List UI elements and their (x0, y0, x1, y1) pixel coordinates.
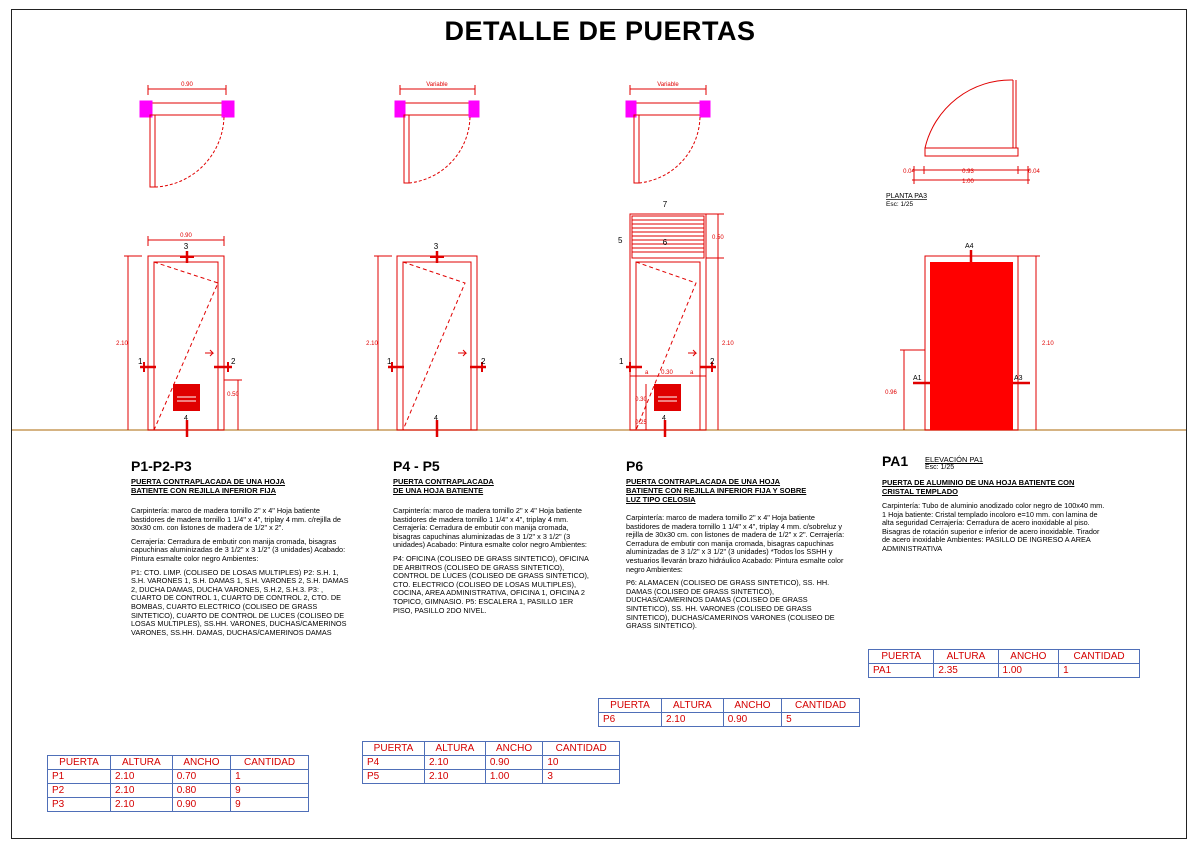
schedule-table-pa1 (868, 649, 1140, 678)
tag-p1-2: 2 (231, 357, 236, 366)
dim-p6-grille-w: 0.30 (661, 370, 673, 376)
col-cantidad: CANTIDAD (782, 699, 860, 713)
tag-p6-4: 4 (662, 415, 666, 422)
col-cantidad: CANTIDAD (1059, 650, 1140, 664)
tag-p6-a2: a (690, 370, 694, 376)
table-header-row (48, 756, 309, 770)
col-puerta: PUERTA (869, 650, 934, 664)
col-altura: ALTURA (425, 742, 486, 756)
col-ancho: ANCHO (998, 650, 1059, 664)
elevation-pa1-scale: Esc: 1/25 (925, 464, 955, 471)
tag-p6-6: 6 (662, 238, 668, 247)
tag-p6-a1: a (645, 370, 649, 376)
tag-pa1-a3: A3 (1014, 375, 1023, 382)
schedule-table-p1-p3 (47, 755, 309, 812)
elev-p4 (374, 251, 486, 437)
detail-text-pa1: Carpintería: Tubo de aluminio anodizado color negro de 100x40 mm. 1 Hoja batiente: Cristal templado incoloro e=10 mm. con lamina de alta seguridad Cerrajería: Cerradura de acero inoxidable al piso. Bisagras de rotación superior e inferior de acero inoxidable. Tirador de acero inoxidable Ambientes: PASILLO DE INGRESO A AREA ADMINISTRATIVA (882, 501, 1105, 553)
detail-text-p1: Carpintería: marco de madera tornillo 2" x 4" Hoja batiente bastidores de madera tornillo 1 1/4" x 4", triplay 4 mm. c/rejilla de 30x30 cm. con listones de madera de 1/2" x 2". Cerrajería: Cerradura de embutir con manija cromada, bisagras capuchinas aluminizadas de 3 1/2" x 3 1/2" (3 unidades) Acabado: Pintura esmalte color negro Ambientes: P1: CTO. LIMP. (COLISEO DE LOSAS MULTIPLES) P2: S.H. 1, S.H. VARONES 1, S.H. DAMAS 1, S.H. VARONES 2, S.H. DAMAS 2, DUCHA DAMAS, DUCHA VARONES, S.H.2, S.H.3. P3: , CUARTO DE CONTROL 1, CUARTO DE CONTROL 2, CTO. DE BOMBAS, CUARTO ELECTRICO (COLISEO DE GRASS SINTETICO), CUARTO DE CONTROL DE LUCES (COLISEO DE LOSAS MULTIPLES), SS.HH. VARONES, DUCHAS/CAMERINOS VARONES, SS.HH. DAMAS, DUCHAS/CAMERINOS DAMAS (131, 506, 349, 637)
dim-p6-height: 2.10 (722, 341, 734, 347)
col-altura: ALTURA (934, 650, 998, 664)
tag-pa1-a4: A4 (965, 243, 974, 250)
dim-p6-grille-base: 0.25 (635, 420, 647, 426)
col-puerta: PUERTA (48, 756, 111, 770)
tag-p6-2: 2 (710, 357, 715, 366)
tag-p4-4: 4 (434, 415, 438, 422)
sheet-title: DETALLE DE PUERTAS (444, 16, 756, 46)
table-header-row (599, 699, 860, 713)
col-cantidad: CANTIDAD (231, 756, 309, 770)
louver-p6 (632, 216, 704, 258)
dim-p6-grille-h: 0.30 (635, 397, 647, 403)
dim-p1-height: 2.10 (116, 341, 128, 347)
plan-p4 (395, 85, 479, 183)
dim-pa1-handle: 0.96 (885, 390, 897, 396)
col-altura: ALTURA (110, 756, 172, 770)
dim-p1-elev-width: 0.90 (180, 233, 192, 239)
dim-p6-sobreluz: 0.50 (712, 235, 724, 241)
tag-p4-3: 3 (433, 242, 439, 251)
col-ancho: ANCHO (172, 756, 230, 770)
table-row: P6 2.10 0.90 5 (599, 713, 860, 727)
glass-panel-pa1 (930, 262, 1013, 430)
dim-p1-grille: 0.50 (227, 392, 239, 398)
dim-p6-plan: Variable (657, 82, 679, 88)
dim-pa3-total: 1.00 (962, 179, 974, 185)
schedule-table-p6 (598, 698, 860, 727)
tag-p1-3: 3 (183, 242, 189, 251)
tag-p6-1: 1 (619, 357, 624, 366)
tag-p6-5: 5 (618, 236, 623, 245)
detail-code-p6: P6 (626, 458, 644, 474)
table-header-row (869, 650, 1140, 664)
col-ancho: ANCHO (723, 699, 781, 713)
tag-p4-2: 2 (481, 357, 486, 366)
schedule-table-p4-p5 (362, 741, 620, 784)
dim-pa3-a: 0.04 (903, 169, 915, 175)
table-row: P4 2.10 0.90 10 (363, 756, 620, 770)
col-cantidad: CANTIDAD (543, 742, 620, 756)
detail-code-pa1: PA1 (882, 453, 909, 469)
table-row: P2 2.10 0.80 9 (48, 784, 309, 798)
table-header-row (363, 742, 620, 756)
dim-pa3-b: 0.04 (1028, 169, 1040, 175)
detail-subtitle-pa1: PUERTA DE ALUMINIO DE UNA HOJA BATIENTE CON CRISTAL TEMPLADO (882, 478, 1075, 496)
detail-text-p6: Carpintería: marco de madera tornillo 2" x 4" Hoja batiente bastidores de madera tornillo 1 1/4" x 4", triplay 4 mm. c/sobreluz y rejilla de 30x30 cm. con listones de madera de 1/2" x 2". Cerrajería: Cerradura de embutir con manija cromada, bisagras capuchinas aluminizadas de 3 1/2" x 3 1/2" (3 unidades) *Todos los SSHH y vestuarios llevarán brazo hidráulico Acabado: Pintura esmalte color negro Ambientes: P6: ALAMACEN (COLISEO DE GRASS SINTETICO), SS. HH. DAMAS (COLISEO DE GRASS SINTETICO), DUCHAS/CAMERINOS DAMAS (COLISEO DE GRASS SINTETICO), SS. HH. VARONES (COLISEO DE GRASS SINTETICO), DUCHAS/CAMERINOS VARONES (COLISEO DE GRASS SINTETICO). (626, 513, 845, 631)
plan-p6 (626, 85, 710, 183)
table-row: P5 2.10 1.00 3 (363, 770, 620, 784)
tag-p6-7: 7 (662, 200, 668, 209)
detail-subtitle-p1: PUERTA CONTRAPLACADA DE UNA HOJA BATIENTE CON REJILLA INFERIOR FIJA (131, 477, 286, 495)
detail-code-p4: P4 - P5 (393, 458, 440, 474)
dim-pa3-mid: 0.93 (962, 169, 974, 175)
plan-p1 (140, 85, 234, 187)
col-puerta: PUERTA (599, 699, 662, 713)
dim-p4-plan: Variable (426, 82, 448, 88)
dim-pa1-height: 2.10 (1042, 341, 1054, 347)
col-altura: ALTURA (661, 699, 723, 713)
dim-p4-height: 2.10 (366, 341, 378, 347)
tag-p1-4: 4 (184, 415, 188, 422)
plan-pa3-scale: Esc: 1/25 (886, 201, 914, 208)
detail-subtitle-p6: PUERTA CONTRAPLACADA DE UNA HOJA BATIENTE CON REJILLA INFERIOR FIJA Y SOBRE LUZ TIPO CELOSIA (626, 477, 807, 504)
tag-pa1-a1: A1 (913, 375, 922, 382)
detail-code-p1: P1-P2-P3 (131, 458, 192, 474)
detail-text-p4: Carpintería: marco de madera tornillo 2" x 4" Hoja batiente bastidores de madera tornillo 1 1/4" x 4", triplay 4 mm. Cerrajería: Cerradura de embutir con manija cromada, bisagras capuchinas aluminizadas de 3 1/2" x 3 1/2" (3 unidades) Acabado: Pintura esmalte color negro Ambientes: P4: OFICINA (COLISEO DE GRASS SINTETICO), OFICINA DE ARBITROS (COLISEO DE GRASS SINTETICO), CONTROL DE LUCES (COLISEO DE GRASS SINTETICO), CTO. ELECTRICO (COLISEO DE LOSAS MULTIPLES), COCINA, AREA ADMINISTRATIVA, OFICINA 1, OFICINA 2 TOPICO, GIMNASIO. P5: ESCALERA 1, PASILLO 1ER PISO, PASILLO 2DO NIVEL. (393, 506, 589, 615)
col-ancho: ANCHO (485, 742, 543, 756)
detail-subtitle-p4: PUERTA CONTRAPLACADA DE UNA HOJA BATIENTE (393, 477, 494, 495)
tag-p4-1: 1 (387, 357, 392, 366)
elevation-pa1-label: ELEVACIÓN PA1 (925, 455, 984, 464)
tag-p1-1: 1 (138, 357, 143, 366)
plan-pa3-label: PLANTA PA3 (886, 193, 927, 200)
table-row: PA1 2.35 1.00 1 (869, 664, 1140, 678)
table-row: P1 2.10 0.70 1 (48, 770, 309, 784)
dim-p1-plan: 0.90 (181, 82, 193, 88)
col-puerta: PUERTA (363, 742, 425, 756)
table-row: P3 2.10 0.90 9 (48, 798, 309, 812)
